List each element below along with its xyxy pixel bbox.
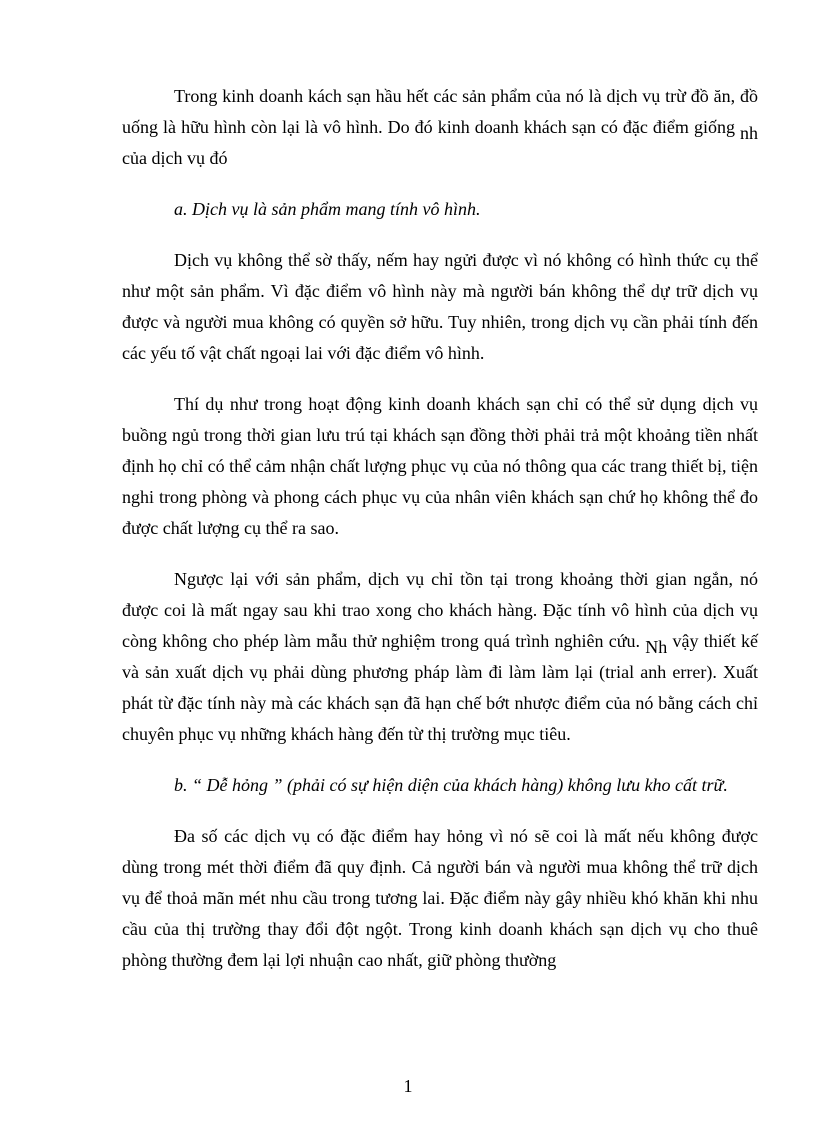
page-number: 1 [403, 1076, 413, 1096]
paragraph-intro-end: của dịch vụ đó [122, 148, 228, 168]
paragraph-example: Thí dụ như trong hoạt động kinh doanh khách sạn chỉ có thể sử dụng dịch vụ buồng ngủ trong thời gian lưu trú tại khách sạn đồng thời phải trả một khoảng tiền nhất định họ chỉ có thể cảm nhận chất lượng phục vụ của nó thông qua các trang thiết bị, tiện nghi trong phòng và phong cách phục vụ của nhân viên khách sạn chứ họ không thể đo được chất lượng cụ thể ra sao. [122, 394, 758, 538]
paragraph-intangible: Dịch vụ không thể sờ thấy, nếm hay ngửi được vì nó không có hình thức cụ thể như một sản phẩm. Vì đặc điểm vô hình này mà người bán không thể dự trữ dịch vụ được và người mua không có quyền sở hữu. Tuy nhiên, trong dịch vụ cần phải tính đến các yếu tố vật chất ngoại lai với đặc điểm vô hình. [122, 250, 758, 363]
document-body [122, 81, 758, 996]
paragraph-intro-text: Trong kinh doanh kách sạn hầu hết các sản phẩm của nó là dịch vụ trừ đồ ăn, đồ uống là hữu hình còn lại là vô hình. Do đó kinh doanh khách sạn có đặc điểm giống [122, 86, 758, 137]
paragraph-perishable: Đa số các dịch vụ có đặc điểm hay hỏng vì nó sẽ coi là mất nếu không được dùng trong mét thời điểm đã quy định. Cả người bán và người mua không thể trữ dịch vụ để thoả mãn mét nhu cầu trong tương lai. Đặc điểm này gây nhiều khó khăn khi nhu cầu của thị trường thay đổi đột ngột. Trong kinh doanh khách sạn dịch vụ cho thuê phòng thường đem lại lợi nhuận cao nhất, giữ phòng thường [122, 826, 758, 970]
raised-fragment: nh [740, 123, 759, 143]
paragraph-contrast-end: vậy thiết kế và sản xuất dịch vụ phải dùng phương pháp làm đi làm làm lại (trial anh errer). Xuất phát từ đặc tính này mà các khách sạn đã hạn chế bớt nhược điểm của nó bằng cách chỉ chuyên phục vụ những khách hàng đến từ thị trường mục tiêu. [122, 631, 758, 744]
paragraph-contrast [122, 564, 758, 750]
paragraph-contrast-text: Ngược lại với sản phẩm, dịch vụ chỉ tồn tại trong khoảng thời gian ngắn, nó được coi là mất ngay sau khi trao xong cho khách hàng. Đặc tính vô hình của dịch vụ còng không cho phép làm mẫu thử nghiệm trong quá trình nghiên cứu. [122, 569, 758, 651]
section-heading-a: a. Dịch vụ là sản phẩm mang tính vô hình. [174, 199, 481, 219]
raised-fragment: Nh [645, 637, 668, 657]
section-heading-b: b. “ Dễ hỏng ” (phải có sự hiện diện của khách hàng) không lưu kho cất trữ. [174, 775, 728, 795]
paragraph-intro [122, 81, 758, 174]
